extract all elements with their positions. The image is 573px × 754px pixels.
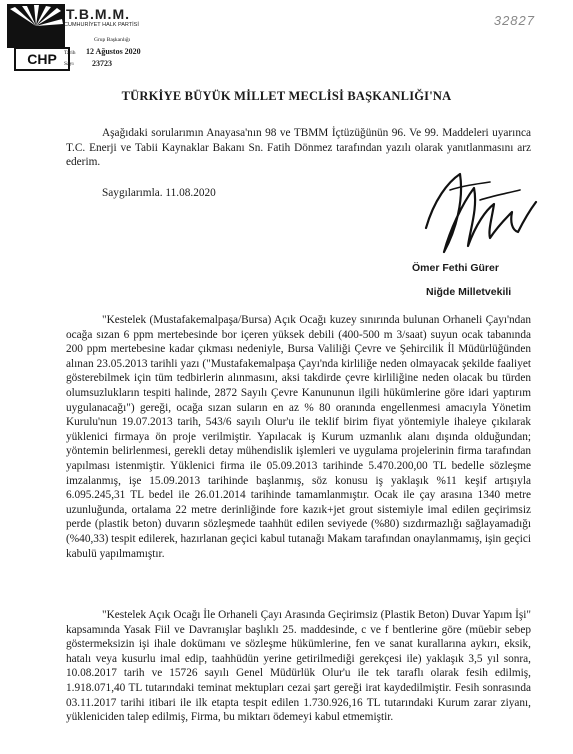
stamp-title: T.B.M.M. (66, 6, 130, 22)
stamp-number-label: Sayı (64, 61, 74, 67)
stamp-group-label: Grup Başkanlığı (94, 37, 131, 43)
party-logo (6, 3, 66, 68)
stamp-number: 23723 (92, 59, 112, 68)
handwritten-signature (420, 160, 540, 260)
greeting: Saygılarımla. 11.08.2020 (102, 187, 216, 199)
body-paragraph-1: "Kestelek (Mustafakemalpaşa/Bursa) Açık Ocağı kuzey sınırında bulunan Orhaneli Çayı'ndan ocağa sızan 6 ppm mertebesinde bor içeren yüksek debili (400-500 m 3/saat) suyun ocak tabanında 200 ppm mertebesine kadar çıkması nedeniyle, Bursa Valiliği Çevre ve Şehircilik İl Müdürlüğünden alınan 23.05.2013 tarihli yazı ("Mustafakemalpaşa Çayı'nda kirliliğe neden olmayacak şekilde faaliyet gösterebilmek için tüm tedbirlerin alınmasını, aksi takdirde çevre kirliliğine neden olacak bu türden olumsuzlukların tespiti halinde, 2872 Sayılı Çevre Kanununun ilgili hükümlerine göre idari yaptırım uygulanacağı") gereği, ocağa sızan suların en az % 80 oranında engellenmesi amacıyla Yönetim Kurulu'nun 19.07.2013 tarih, 543/6 sayılı Olur'u ile teklif birim fiyat yöntemiyle ihaleye çıkılarak yüklenici firmaya ön proje verilmiştir. Yapılacak iş Kurum uzmanlık alanı dışında olduğundan; yöntemin belirlenmesi, gerekli detay mühendislik işlemleri ve uygulama projelerinin firma tarafından yapılması istenmiştir. Yüklenici firma ile 05.09.2013 tarihinde 5.470.200,00 TL bedelle sözleşme imzalanmış, işe 15.09.2013 tarihinde başlanmış, söz konusu iş yaklaşık %11 keşif artışıyla 6.095.245,31 TL bedel ile 26.01.2014 tarihinde tamamlanmıştır. Ocak ile çay arasına 1340 metre uzunluğunda, ortalama 22 metre derinliğinde fore kazık+jet grout sistemiyle imal edilen geçirimsiz perde (plastik beton) duvarın sözleşmede taahhüt edilen seviyede (%80) sızdırmazlığı sağlayamadığı (%40,33) tespit edilerek, hazırlanan geçici kabul tutanağı Makam tarafından onaylanmamış, işin geçici kabulü yapılmamıştır. (66, 314, 531, 560)
stamp-date-label: Tarih (64, 50, 76, 56)
six-arrows-icon (6, 3, 66, 51)
page-title: TÜRKİYE BÜYÜK MİLLET MECLİSİ BAŞKANLIĞI'NA (121, 89, 452, 103)
signer-title: Niğde Milletvekili (426, 286, 512, 298)
registry-stamp (60, 6, 170, 28)
stamp-party: CUMHURİYET HALK PARTİSİ (64, 22, 139, 28)
stamp-date: 12 Ağustos 2020 (86, 47, 141, 56)
document-number: 32827 (493, 13, 535, 28)
intro-paragraph: Aşağıdaki sorularımın Anayasa'nın 98 ve TBMM İçtüzüğünün 96. Ve 99. Maddeleri uyarınca T.C. Enerji ve Tabii Kaynaklar Bakanı Sn. Fatih Dönmez tarafından yazılı olarak yanıtlanmasını arz ederim. (66, 127, 531, 169)
signer-name: Ömer Fethi Gürer (412, 262, 499, 274)
body-paragraph-2: "Kestelek Açık Ocağı İle Orhaneli Çayı Arasında Geçirimsiz (Plastik Beton) Duvar Yapım İşi" kapsamında Yasak Fiil ve Davranışlar başlıklı 25. maddesinde, c ve f bentlerine göre (müebir sebep göstermeksizin işi ihale dokümanı ve sözleşme hükümlerine, fen ve sanat kurallarına aykırı, eksik, hatalı veya kusurlu imal edip, taahhüdün yerine getirilmediği gerekçesi ile) yaklaşık 3,5 yıl sonra, 10.08.2017 tarih ve 15726 sayılı Genel Müdürlük Olur'u ile tek taraflı olarak fesih edilmiş, 1.918.071,40 TL tutarındaki teminat mektupları cezai şart gereği irat kaydedilmiştir. Fesih sonrasında 03.11.2017 tarihi itibari ile ilk etapta tespit edilen 1.730.926,16 TL tutarındaki Kurum zarar ziyanı, yükleniciden talep edilmiş, Firma, bu miktarı ödemeyi kabul etmemiştir. (66, 609, 531, 724)
logo-text: CHP (14, 47, 70, 71)
